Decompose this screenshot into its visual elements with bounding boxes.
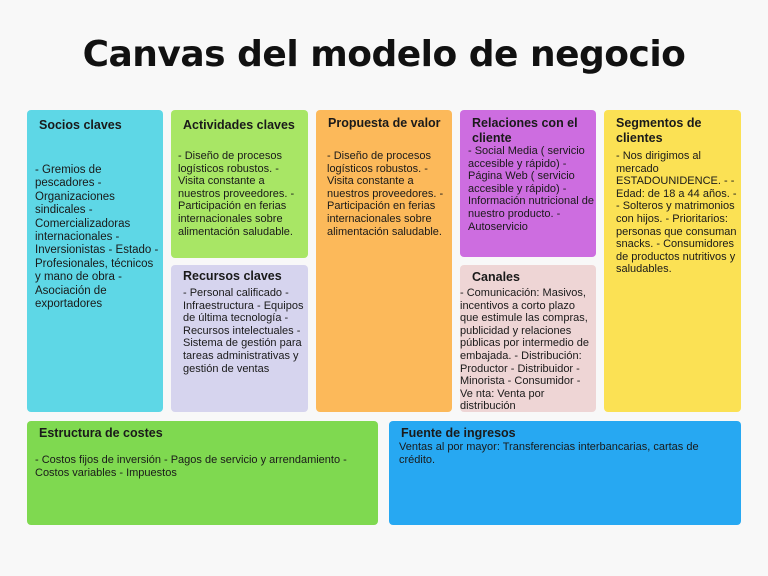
cost-structure-title: Estructura de costes [39,426,163,440]
channels-block [460,265,596,412]
cost-structure-block [27,421,378,525]
customer-relationships-text: - Social Media ( servicio accesible y rápido) - Página Web ( servicio accesible y rápido) - Información nutricional de nuestro producto. - Autoservicio [468,145,598,233]
value-proposition-text: - Diseño de procesos logísticos robustos. - Visita constante a nuestros proveedores. - Participación en ferias internacionales sobre alimentación saludable. [327,150,447,238]
key-resources-block [171,265,308,412]
key-resources-title: Recursos claves [183,269,282,283]
key-activities-text: - Diseño de procesos logísticos robustos. - Visita constante a nuestros proveedores. - Participación en ferias internacionales sobre alimentación saludable. [178,150,298,238]
key-activities-title: Actividades claves [183,118,295,132]
customer-relationships-block [460,110,596,257]
customer-segments-block [604,110,741,412]
revenue-streams-text: Ventas al por mayor: Transferencias interbancarias, cartas de crédito. [399,441,702,466]
customer-segments-title: Segmentos de clientes [616,116,702,145]
key-partners-block [27,110,163,412]
value-proposition-title: Propuesta de valor [328,116,441,130]
key-partners-title: Socios claves [39,118,122,132]
key-resources-text: - Personal calificado - Infraestructura - Equipos de última tecnología - Recursos intelectuales - Sistema de gestión para tareas administrativas y gestión de ventas [183,287,307,375]
channels-text: - Comunicación: Masivos, incentivos a corto plazo que estimule las compras, publicidad y relaciones públicas por intermedio de embajada. - Distribución: Productor - Distribuidor - Minorista - Consumidor - Ve nta: Venta por distribución [460,287,593,413]
key-partners-text: - Gremios de pescadores - Organizaciones sindicales - Comercializadoras internacionales - Inversionistas - Estado - Profesionales, técnicos y mano de obra - Asociación de exportadores [35,164,162,311]
cost-structure-text: - Costos fijos de inversión - Pagos de servicio y arrendamiento - Costos variables - Impuestos [35,454,350,479]
revenue-streams-block [389,421,741,525]
value-proposition-block [316,110,452,412]
page-title: Canvas del modelo de negocio [82,34,686,75]
customer-segments-text: - Nos dirigimos al mercado ESTADOUNIDENCE. - - Edad: de 18 a 44 años. - - Solteros y matrimonios con hijos. - Prioritarios: personas que consuman snacks. - Consumidores de productos nutritivos y saludables. [616,150,740,276]
revenue-streams-title: Fuente de ingresos [401,426,516,440]
customer-relationships-title: Relaciones con el cliente [472,116,578,145]
key-activities-block [171,110,308,258]
channels-title: Canales [472,270,520,284]
